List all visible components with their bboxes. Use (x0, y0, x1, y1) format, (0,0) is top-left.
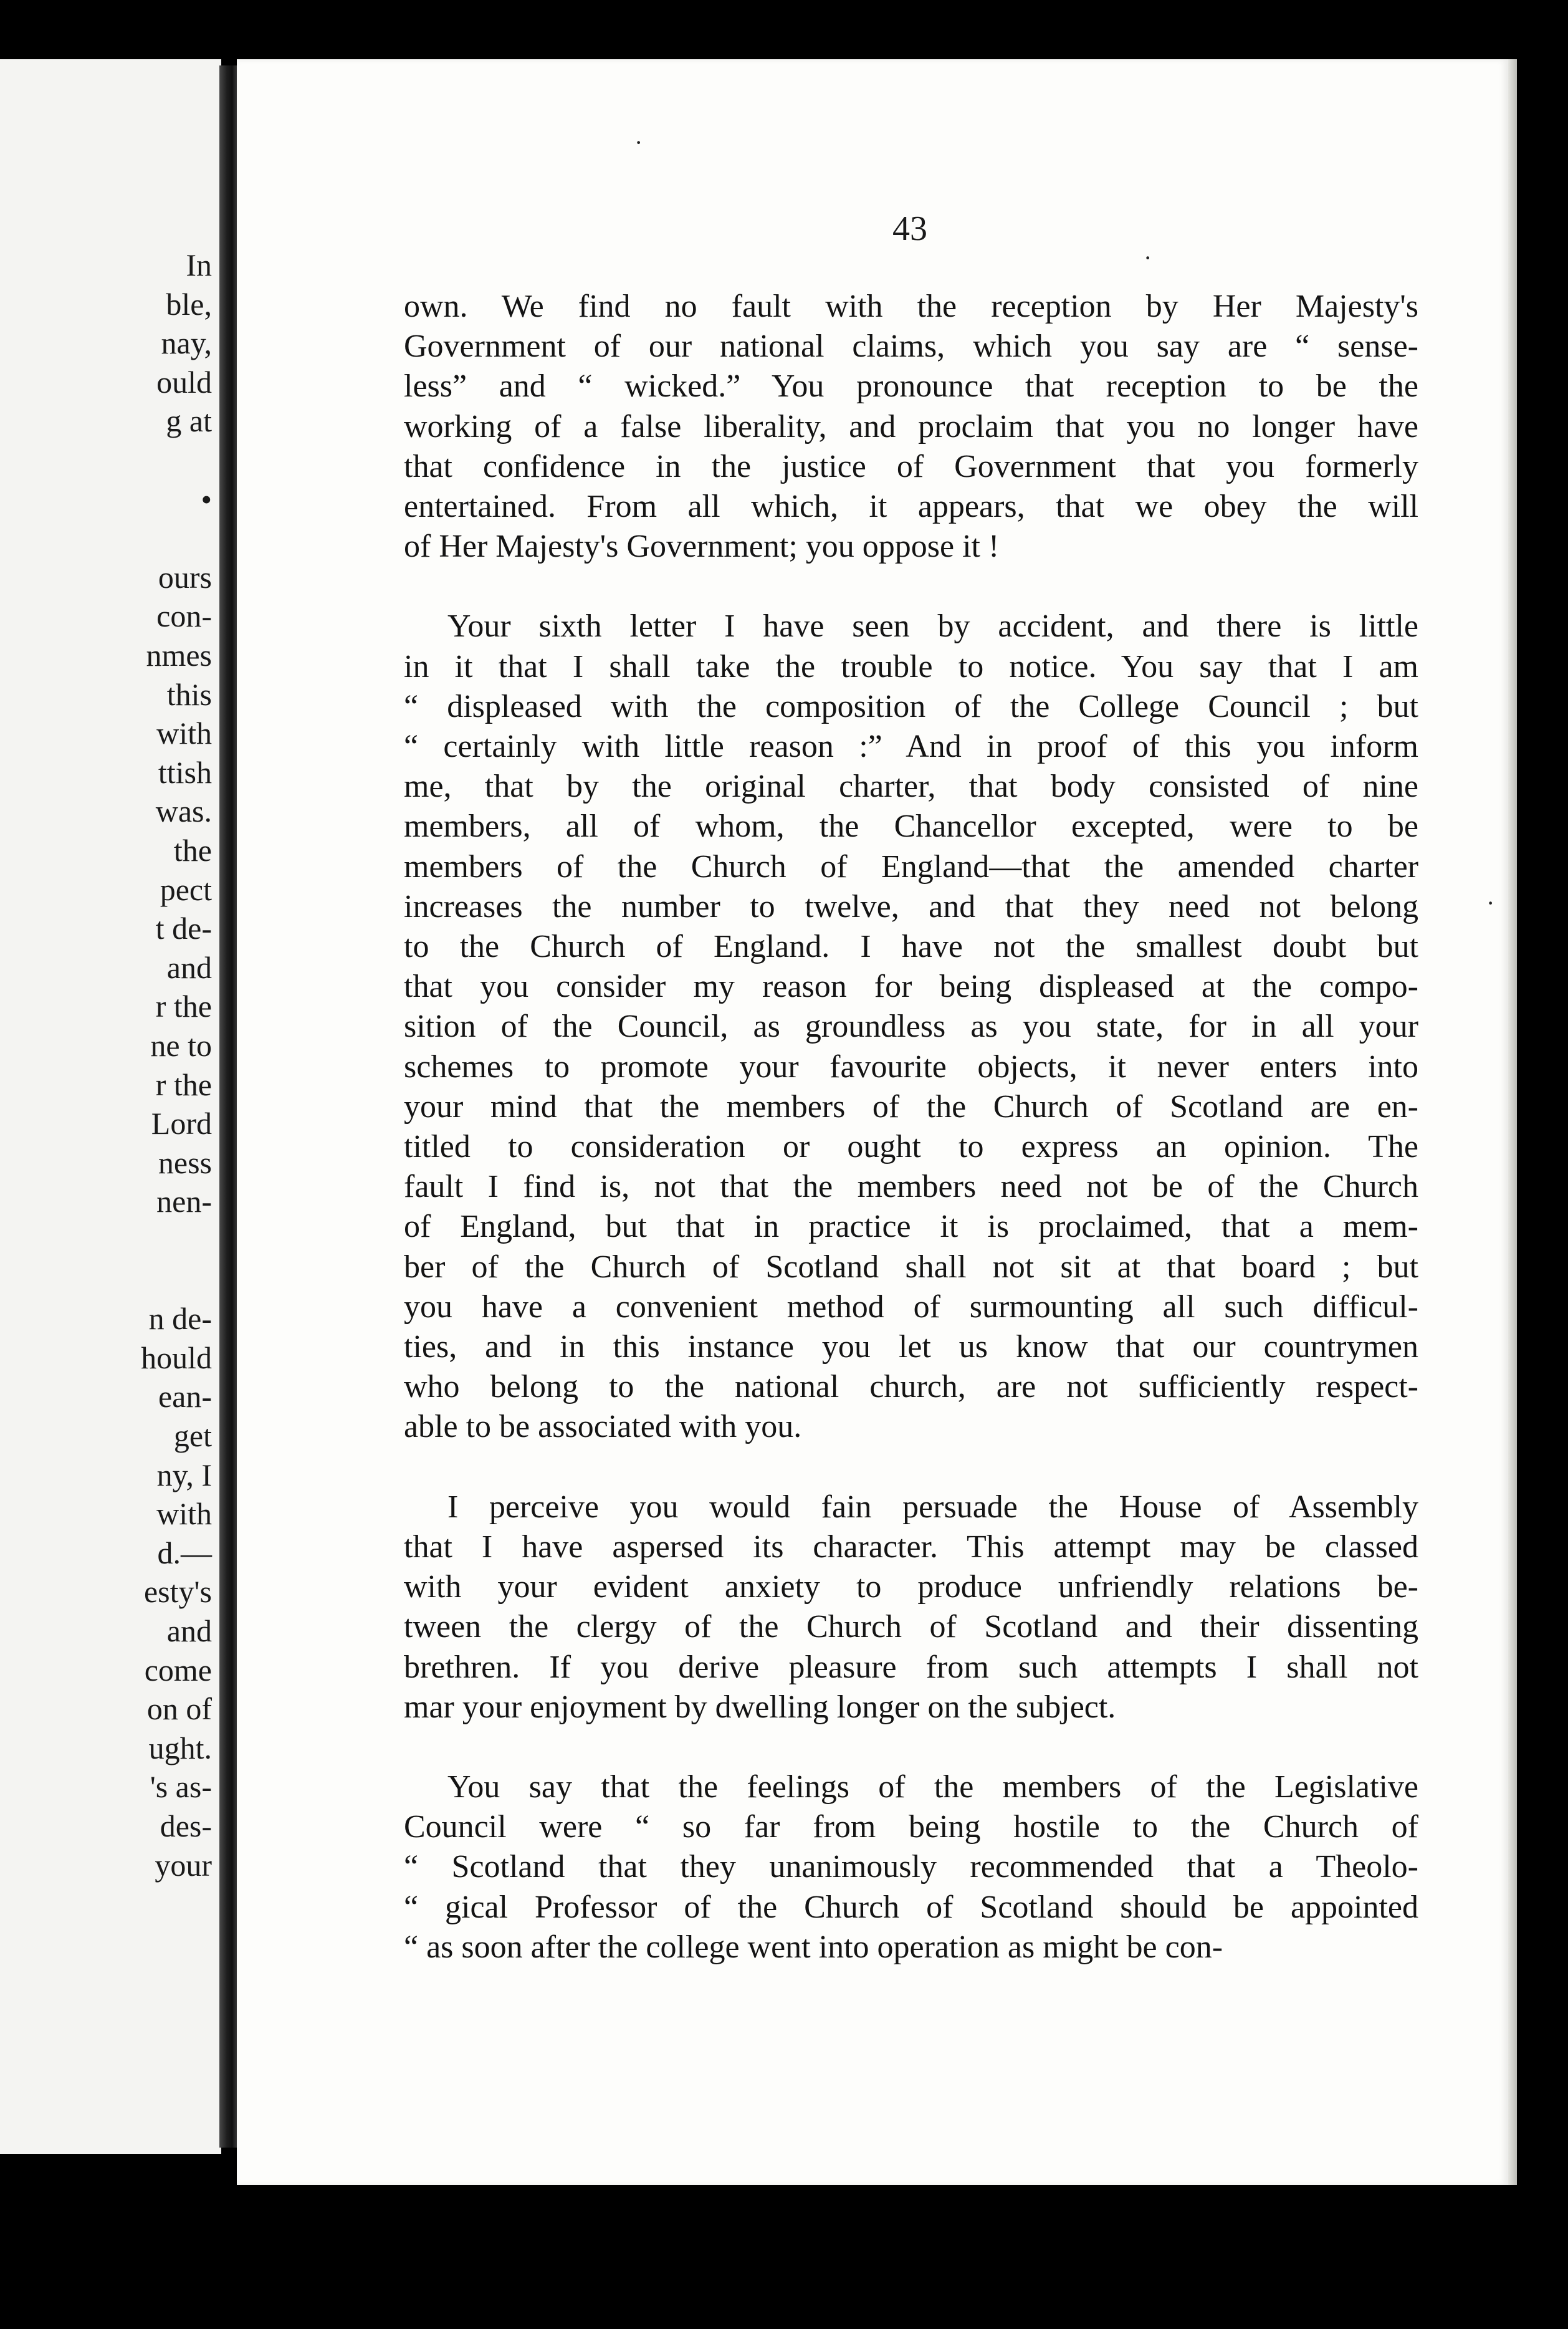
page-number: 43 (892, 209, 927, 248)
facing-page-fragment: t de- (155, 911, 212, 946)
text-line: members of the Church of England—that the amended charter (404, 848, 1418, 885)
text-line: entertained. From all which, it appears, that we obey the will (404, 489, 1418, 525)
text-line: “ displeased with the composition of the College Council ; but (404, 688, 1418, 724)
text-line: brethren. If you derive pleasure from such attempts I shall not (404, 1649, 1418, 1685)
facing-page-fragment: on of (146, 1691, 212, 1727)
facing-page-fragment: nay, (161, 325, 212, 361)
facing-page-fragment: ould (156, 364, 212, 400)
text-line: of England, but that in practice it is proclaimed, that a mem- (404, 1209, 1418, 1245)
text-line: Government of our national claims, which you say are “ sense- (404, 329, 1418, 365)
facing-page-fragment: your (155, 1847, 212, 1883)
facing-page-fragment: ne to (150, 1028, 212, 1063)
facing-page (0, 59, 221, 2154)
text-line: sition of the Council, as groundless as you state, for in all your (404, 1009, 1418, 1045)
text-line: tween the clergy of the Church of Scotland and their dissenting (404, 1609, 1418, 1645)
paragraph (404, 607, 1418, 1447)
facing-page-fragment: ny, I (156, 1457, 212, 1492)
paragraph (404, 1767, 1418, 1967)
facing-page-fragment: ught. (148, 1730, 212, 1765)
facing-page-fragment: ness (158, 1145, 212, 1180)
text-line: your mind that the members of the Church of Scotland are en- (404, 1088, 1418, 1125)
facing-page-fragment: r the (155, 1067, 212, 1102)
text-line: of Her Majesty's Government; you oppose it ! (404, 529, 1000, 565)
facing-page-fragment: con- (156, 598, 212, 634)
facing-page-fragment: des- (160, 1808, 212, 1843)
facing-page-fragment: esty's (143, 1574, 212, 1610)
text-line: members, all of whom, the Chancellor excepted, were to be (404, 809, 1418, 845)
text-line: “ Scotland that they unanimously recommended that a Theolo- (404, 1849, 1418, 1885)
text-line: I perceive you would fain persuade the House of Assembly (447, 1489, 1418, 1525)
text-line: ties, and in this instance you let us know that our countrymen (404, 1329, 1418, 1365)
text-line: “ certainly with little reason :” And in proof of this you inform (404, 729, 1418, 765)
facing-page-fragment: Lord (151, 1106, 212, 1141)
page-edge (1508, 59, 1517, 2185)
paragraph (404, 1487, 1418, 1727)
text-line: mar your enjoyment by dwelling longer on the subject. (404, 1689, 1116, 1725)
text-line: “ gical Professor of the Church of Scotland should be appointed (404, 1889, 1418, 1925)
facing-page-fragment: come (144, 1652, 212, 1688)
facing-page-fragment: and (166, 1613, 212, 1648)
facing-page-fragment: ean- (158, 1379, 212, 1414)
speck: · (1486, 889, 1495, 917)
speck: · (634, 128, 643, 156)
text-line: increases the number to twelve, and that they need not belong (404, 888, 1418, 924)
facing-page-fragment: get (173, 1418, 212, 1453)
facing-page-fragment: was. (155, 794, 212, 829)
text-line: Council were “ so far from being hostile to the Church of (404, 1809, 1418, 1845)
facing-page-fragment: this (166, 676, 212, 712)
facing-page-fragment: nmes (146, 638, 212, 673)
facing-page-fragment: the (173, 833, 212, 868)
facing-page-fragment: and (166, 949, 212, 985)
facing-page-fragment: with (156, 1496, 212, 1532)
text-line: You say that the feelings of the members of the Legislative (447, 1769, 1418, 1805)
text-line: titled to consideration or ought to express an opinion. The (404, 1129, 1418, 1165)
text-line: less” and “ wicked.” You pronounce that reception to be the (404, 368, 1418, 405)
text-line: own. We find no fault with the reception by Her Majesty's (404, 289, 1418, 324)
text-line: “ as soon after the college went into operation as might be con- (404, 1929, 1223, 1965)
facing-page-fragment: hould (141, 1340, 212, 1375)
facing-page-fragment: nen- (156, 1184, 212, 1219)
facing-page-fragment: ble, (166, 286, 212, 322)
text-line: that I have aspersed its character. This attempt may be classed (404, 1529, 1418, 1565)
speck: · (1144, 244, 1152, 272)
text-line: me, that by the original charter, that body consisted of nine (404, 769, 1418, 805)
facing-page-fragment: g at (166, 403, 212, 439)
text-line: working of a false liberality, and proclaim that you no longer have (404, 408, 1418, 444)
facing-page-fragment: with (156, 716, 212, 751)
facing-page-fragment: pect (160, 872, 212, 907)
facing-page-fragment: n de- (148, 1301, 212, 1337)
text-line: that you consider my reason for being displeased at the compo- (404, 969, 1418, 1005)
text-line: who belong to the national church, are not sufficiently respect- (404, 1369, 1418, 1405)
facing-page-fragment: • (201, 481, 212, 517)
facing-page-fragment: d.— (157, 1535, 212, 1570)
facing-page-fragment: r the (155, 989, 212, 1024)
facing-page-fragment: 's as- (150, 1769, 212, 1805)
text-line: fault I find is, not that the members need not be of the Church (404, 1169, 1418, 1205)
page-body-text (404, 287, 1418, 2007)
text-line: to the Church of England. I have not the smallest doubt but (404, 929, 1418, 965)
text-line: that confidence in the justice of Government that you formerly (404, 448, 1418, 484)
text-line: in it that I shall take the trouble to notice. You say that I am (404, 648, 1418, 684)
facing-page-fragment: ours (158, 559, 212, 595)
text-line: Your sixth letter I have seen by accident, and there is little (447, 608, 1418, 645)
text-line: schemes to promote your favourite objects, it never enters into (404, 1049, 1418, 1085)
facing-page-fragment: ttish (158, 754, 212, 790)
facing-page-fragment: In (186, 247, 212, 282)
text-line: able to be associated with you. (404, 1409, 802, 1445)
text-line: you have a convenient method of surmounting all such difficul- (404, 1289, 1418, 1325)
text-line: ber of the Church of Scotland shall not sit at that board ; but (404, 1249, 1418, 1285)
text-line: with your evident anxiety to produce unfriendly relations be- (404, 1569, 1418, 1605)
paragraph (404, 287, 1418, 567)
